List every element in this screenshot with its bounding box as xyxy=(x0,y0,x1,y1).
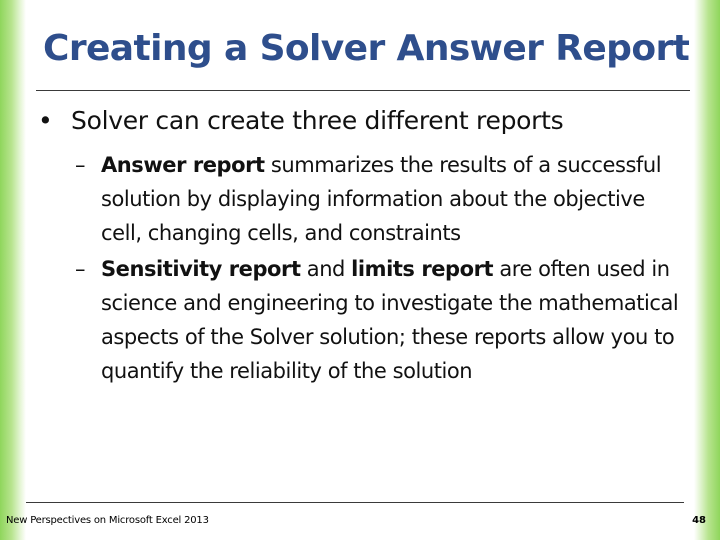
term-limits-report: limits report xyxy=(351,257,494,281)
subbullet-text: are often used in science and engineering to investigate the mathematical aspects of the Solver solution; these reports allow you to quantify the reliability of the solution xyxy=(101,257,679,383)
footer-divider xyxy=(26,502,684,503)
bullet-icon: • xyxy=(38,106,53,135)
subbullet-text: summarizes the results of a successful solution by displaying information about the objective cell, changing cells, and constraints xyxy=(101,153,662,245)
slide-title: Creating a Solver Answer Report xyxy=(43,28,690,69)
subbullet-sensitivity-limits xyxy=(31,252,691,388)
footer-source: New Perspectives on Microsoft Excel 2013 xyxy=(6,515,209,526)
left-green-edge xyxy=(0,0,26,540)
page-number: 48 xyxy=(692,515,706,526)
slide xyxy=(6,0,706,540)
dash-icon: – xyxy=(75,257,86,281)
bullet-item xyxy=(31,104,691,138)
slide-body xyxy=(31,104,691,388)
term-sensitivity-report: Sensitivity report xyxy=(101,257,301,281)
term-answer-report: Answer report xyxy=(101,153,265,177)
subbullet-answer-report xyxy=(31,148,691,250)
title-divider xyxy=(36,90,690,91)
subbullet-text: and xyxy=(300,257,352,281)
bullet-text: Solver can create three different reports xyxy=(71,106,564,135)
dash-icon: – xyxy=(75,153,86,177)
right-green-edge xyxy=(694,0,720,540)
